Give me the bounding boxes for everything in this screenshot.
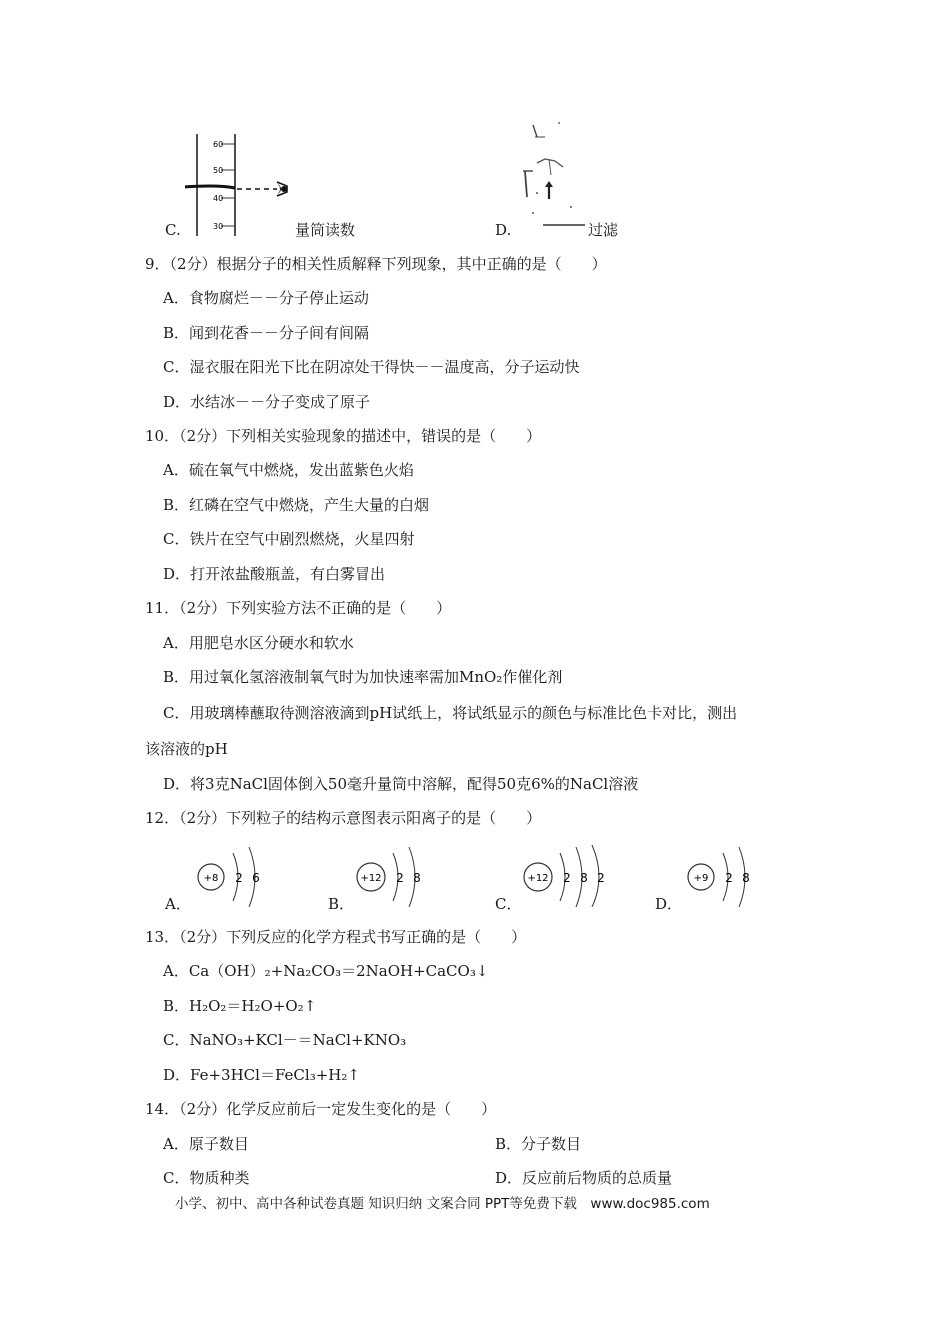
shell-electron-count: 2 — [396, 871, 404, 885]
question-10-stem: 10．（2分）下列相关实验现象的描述中，错误的是（ ） — [145, 427, 542, 445]
question-10-option-c: C．铁片在空气中剧烈燃烧，火星四射 — [163, 530, 415, 548]
question-14-option-d: D．反应前后物质的总质量 — [495, 1169, 673, 1187]
question-9-option-b: B．闻到花香－－分子间有间隔 — [163, 324, 370, 342]
question-12-stem: 12．（2分）下列粒子的结构示意图表示阳离子的是（ ） — [145, 809, 542, 827]
filtration-caption: 过滤 — [588, 221, 619, 239]
question-14-option-c: C．物质种类 — [163, 1169, 250, 1187]
question-12-option-c: C． — [495, 895, 522, 913]
question-13-option-b: B．H₂O₂＝H₂O+O₂↑ — [163, 997, 317, 1015]
cylinder-tick-label: 50 — [213, 166, 224, 175]
option-c-label: C. — [165, 221, 181, 239]
graduated-cylinder-caption: 量筒读数 — [295, 221, 356, 239]
cylinder-tick-label: 30 — [213, 222, 224, 231]
nucleus-charge: +12 — [527, 873, 549, 884]
nucleus-charge: +12 — [360, 873, 382, 884]
question-14-option-b: B．分子数目 — [495, 1135, 582, 1153]
question-9-option-a: A．食物腐烂－－分子停止运动 — [163, 289, 369, 307]
question-11-stem: 11．（2分）下列实验方法不正确的是（ ） — [145, 599, 452, 617]
cylinder-tick-label: 60 — [213, 140, 224, 149]
question-10-option-a: A．硫在氧气中燃烧，发出蓝紫色火焰 — [163, 461, 414, 479]
footer-promo-text: 小学、初中、高中各种试卷真题 知识归纳 文案合同 PPT等免费下载 www.doc985.com — [175, 1196, 710, 1212]
cylinder-tick-label: 40 — [213, 194, 224, 203]
question-11-option-a: A．用肥皂水区分硬水和软水 — [163, 634, 354, 652]
question-12-option-a: A． — [165, 895, 191, 913]
question-9-option-d: D．水结冰－－分子变成了原子 — [163, 393, 371, 411]
option-d-label: D. — [495, 221, 512, 239]
shell-electron-count: 8 — [742, 871, 750, 885]
graduated-cylinder-figure — [185, 128, 295, 238]
shell-electron-count: 2 — [235, 871, 243, 885]
question-11-option-c-continued: 该溶液的pH — [145, 740, 228, 758]
shell-electron-count: 2 — [597, 871, 605, 885]
question-11-option-b: B．用过氧化氢溶液制氧气时为加快速率需加MnO₂作催化剂 — [163, 668, 563, 686]
question-13-option-a: A．Ca（OH）₂+Na₂CO₃＝2NaOH+CaCO₃↓ — [163, 962, 489, 980]
nucleus-charge: +9 — [693, 873, 709, 884]
shell-electron-count: 2 — [725, 871, 733, 885]
atom-diagram-a — [195, 845, 270, 907]
nucleus-charge: +8 — [203, 873, 219, 884]
question-14-option-a: A．原子数目 — [163, 1135, 249, 1153]
question-9-stem: 9．（2分）根据分子的相关性质解释下列现象，其中正确的是（ ） — [145, 255, 607, 273]
shell-electron-count: 8 — [413, 871, 421, 885]
question-11-option-d: D．将3克NaCl固体倒入50毫升量筒中溶解，配得50克6%的NaCl溶液 — [163, 775, 639, 793]
question-13-stem: 13．（2分）下列反应的化学方程式书写正确的是（ ） — [145, 928, 527, 946]
shell-electron-count: 6 — [252, 871, 260, 885]
shell-electron-count: 2 — [563, 871, 571, 885]
question-12-option-d: D． — [655, 895, 683, 913]
shell-electron-count: 8 — [580, 871, 588, 885]
question-9-option-c: C．湿衣服在阳光下比在阴凉处干得快－－温度高，分子运动快 — [163, 358, 580, 376]
question-13-option-d: D．Fe+3HCl＝FeCl₃+H₂↑ — [163, 1066, 360, 1084]
question-10-option-b: B．红磷在空气中燃烧，产生大量的白烟 — [163, 496, 430, 514]
question-10-option-d: D．打开浓盐酸瓶盖，有白雾冒出 — [163, 565, 386, 583]
filtration-figure — [515, 115, 595, 230]
atom-diagram-c — [522, 845, 622, 907]
eye-icon — [277, 182, 287, 196]
atom-diagram-b — [355, 845, 430, 907]
question-13-option-c: C．NaNO₃+KCl－＝NaCl+KNO₃ — [163, 1031, 407, 1049]
atom-diagram-d — [685, 845, 760, 907]
question-14-stem: 14．（2分）化学反应前后一定发生变化的是（ ） — [145, 1100, 497, 1118]
question-11-option-c: C．用玻璃棒蘸取待测溶液滴到pH试纸上，将试纸显示的颜色与标准比色卡对比，测出 — [163, 704, 738, 722]
question-12-option-b: B． — [328, 895, 355, 913]
